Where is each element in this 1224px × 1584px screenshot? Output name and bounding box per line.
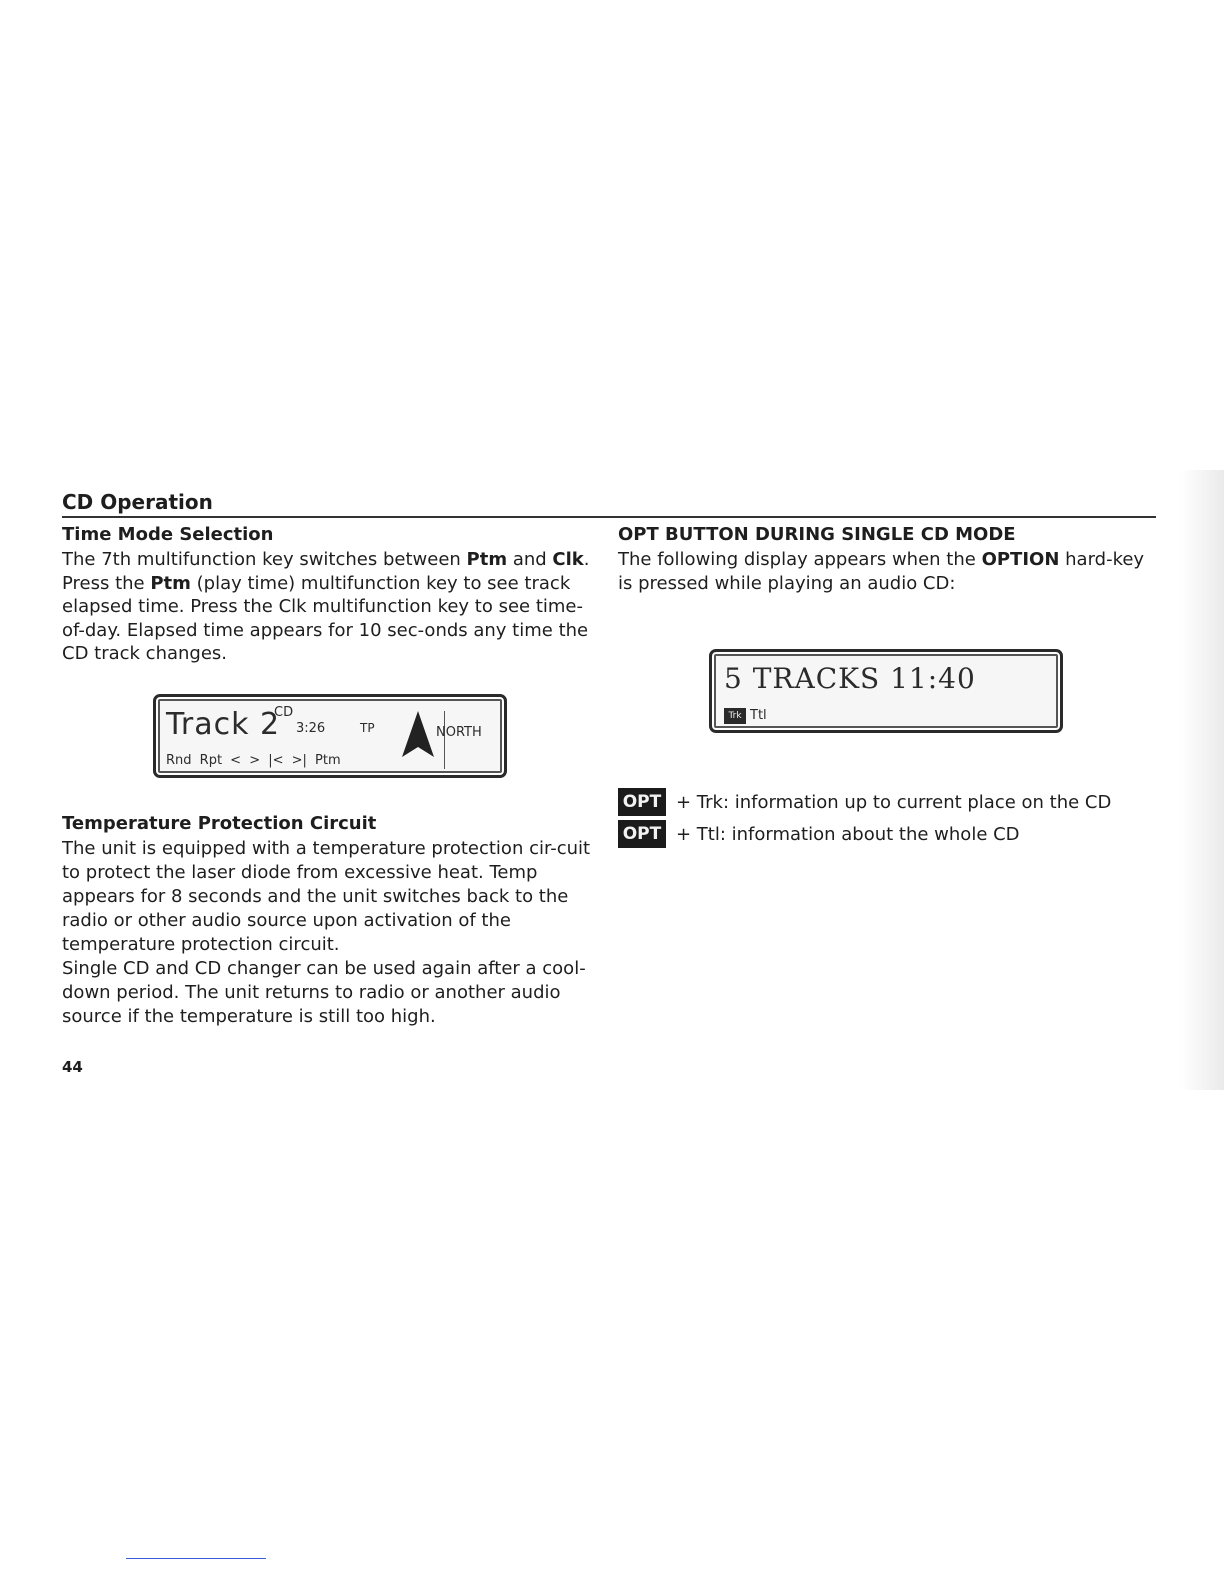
left-column <box>62 522 602 666</box>
lcd-play-time: 3:26 <box>296 721 326 736</box>
section-title: CD Operation <box>62 490 213 514</box>
time-mode-paragraph: The 7th multifunction key switches between Ptm and Clk. Press the Ptm (play time) multifunction key to see track elapsed time. Press the Clk multifunction key to see time-of-day. Elapsed time appears for 10 sec-onds any time the CD track changes. <box>62 549 590 665</box>
opt-badge: OPT <box>618 788 666 816</box>
lcd-tracks-summary: 5 TRACKS 11:40 <box>724 662 976 695</box>
temperature-paragraph: The unit is equipped with a temperature protection cir-cuit to protect the laser diode from excessive heat. Temp appears for 8 seconds and the unit switches back to the radio or other audio source upon activation of the temperature protection circuit. <box>62 838 591 955</box>
opt-item-text: + Ttl: information about the whole CD <box>676 823 1020 845</box>
lcd-softkey-row: Rnd Rpt < > |< >| Ptm <box>166 753 341 768</box>
lcd-divider <box>444 711 445 769</box>
lcd-display-track <box>153 694 507 778</box>
section-rule <box>62 516 1156 518</box>
opt-button-heading: OPT BUTTON DURING SINGLE CD MODE <box>618 524 1016 545</box>
footer-rule <box>126 1558 266 1559</box>
lcd-cd-indicator: CD <box>274 705 294 720</box>
lcd-track-label: Track 2 <box>166 707 281 742</box>
opt-intro-paragraph: The following display appears when the OPTION hard-key is pressed while playing an audio CD: <box>618 549 1145 594</box>
time-mode-heading: Time Mode Selection <box>62 524 274 545</box>
scan-shadow <box>1180 470 1224 1090</box>
opt-item <box>618 820 1020 848</box>
opt-item-text: + Trk: information up to current place on the CD <box>676 791 1112 813</box>
lcd-ttl-label: Ttl <box>750 708 767 723</box>
north-arrow-icon <box>400 709 436 761</box>
right-column <box>618 522 1163 595</box>
opt-item <box>618 788 1111 816</box>
lcd-display-tracks <box>709 649 1063 733</box>
temperature-heading: Temperature Protection Circuit <box>62 813 377 834</box>
lcd-trk-badge: Trk <box>724 708 746 724</box>
page-number: 44 <box>62 1058 83 1076</box>
cooldown-paragraph: Single CD and CD changer can be used again after a cool-down period. The unit returns to radio or another audio source if the temperature is still too high. <box>62 958 586 1027</box>
lcd-tp-indicator: TP <box>360 721 375 735</box>
opt-badge: OPT <box>618 820 666 848</box>
left-column-lower <box>62 811 602 1029</box>
lcd-compass-label: NORTH <box>436 725 482 740</box>
